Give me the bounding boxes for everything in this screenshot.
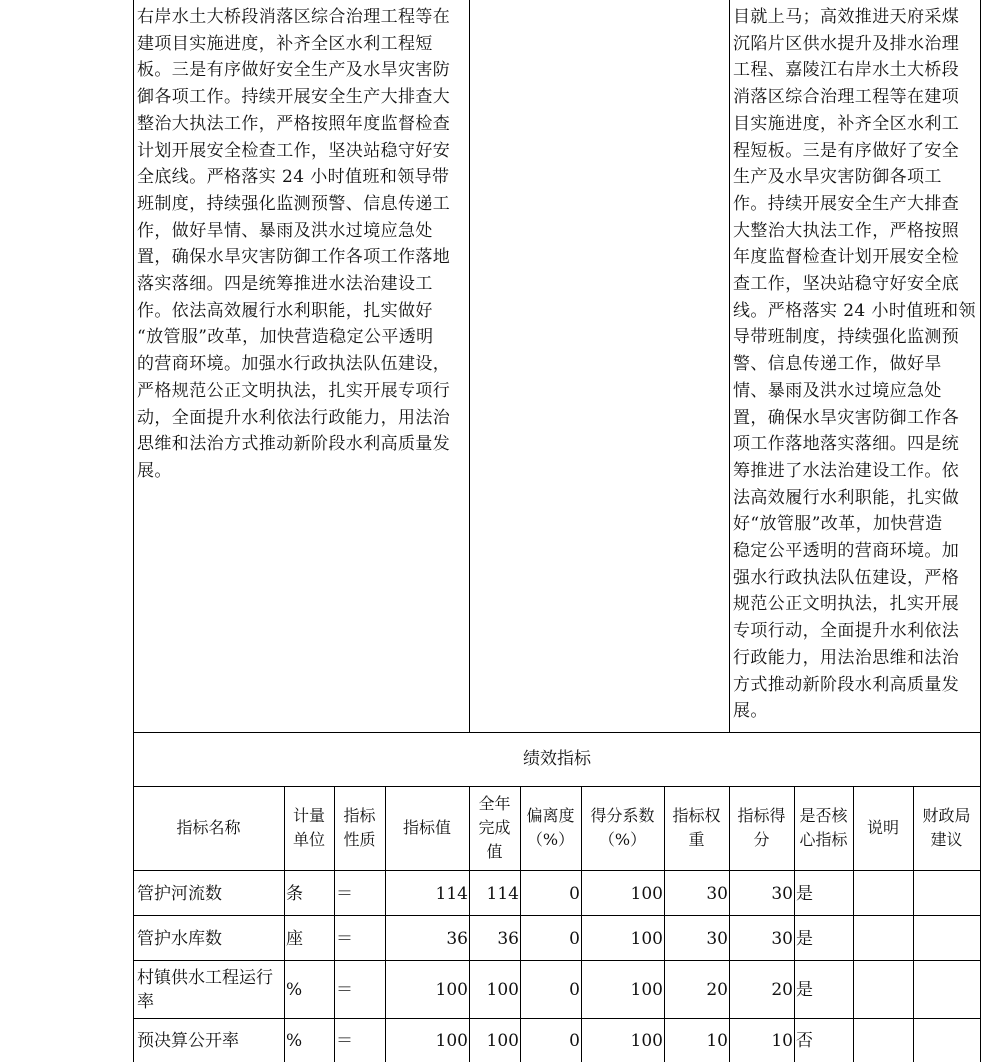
left-line: 动，全面提升水利依法行政能力，用法治 [137, 407, 451, 428]
right-line: 法高效履行水利职能，扎实做 [733, 487, 960, 508]
cell-nature: ＝ [336, 883, 353, 904]
right-line: 沉陷片区供水提升及排水治理 [733, 33, 960, 54]
header-nature-line2: 性质 [343, 830, 376, 849]
indicator-name-line: 预决算公开率 [137, 1031, 239, 1051]
right-line: 年度监督检查计划开展安全检 [733, 247, 960, 268]
left-line: 班制度，持续强化监测预警、信息传递工 [137, 193, 451, 214]
header-coef-line1: 得分系数 [590, 806, 655, 825]
header-actual-line1: 全年 [478, 794, 511, 813]
indicator-name [137, 1029, 283, 1053]
cell-unit: 条 [286, 883, 303, 904]
cell-deviation: 0 [569, 980, 580, 1000]
left-line: 展。 [137, 460, 172, 481]
cell-deviation: 0 [569, 928, 580, 949]
table-border-right [980, 0, 981, 1062]
right-line: 目就上马；高效推进天府采煤 [733, 7, 960, 27]
header-indicator-name: 指标名称 [176, 818, 241, 837]
cell-deviation: 0 [569, 1031, 580, 1051]
cell-core: 是 [796, 883, 813, 904]
section-title: 绩效指标 [523, 749, 591, 769]
cell-nature: ＝ [336, 928, 353, 949]
header-score [729, 804, 794, 852]
table-border-left [133, 0, 134, 1062]
left-line: 板。三是有序做好安全生产及水旱灾害防 [137, 60, 451, 81]
left-line: 右岸水土大桥段消落区综合治理工程等在 [137, 7, 451, 27]
header-score-line2: 分 [753, 830, 770, 849]
cell-score: 30 [771, 883, 793, 904]
upper-left-text [137, 4, 450, 485]
left-line: 建项目实施进度，补齐全区水利工程短 [137, 33, 433, 54]
indicator-name-line: 率 [137, 992, 154, 1012]
right-line: 警、信息传递工作，做好旱 [733, 354, 942, 375]
cell-core: 是 [796, 928, 813, 949]
cell-actual: 36 [497, 928, 519, 949]
header-advice-line2: 建议 [930, 830, 963, 849]
cell-coef: 100 [630, 1031, 663, 1051]
right-line: 项工作落地落实落细。四是统 [733, 434, 960, 455]
right-line: 作。持续开展安全生产大排查 [733, 193, 960, 214]
left-line: 整治大执法工作，严格按照年度监督检查 [137, 113, 451, 134]
cell-coef: 100 [630, 980, 663, 1000]
left-line: 全底线。严格落实 24 小时值班和领导带 [137, 167, 450, 188]
right-line: 稳定公平透明的营商环境。加 [733, 541, 960, 562]
header-coef-line2: （%） [598, 830, 647, 849]
cell-coef: 100 [630, 883, 663, 904]
right-line: 生产及水旱灾害防御各项工 [733, 167, 942, 188]
right-line: 线。严格落实 24 小时值班和领 [733, 300, 976, 321]
header-target: 指标值 [402, 818, 451, 837]
right-line: 消落区综合治理工程等在建项 [733, 87, 960, 108]
right-line: 工程、嘉陵江右岸水土大桥段 [733, 60, 960, 81]
indicator-name [137, 966, 283, 1014]
cell-deviation: 0 [569, 883, 580, 904]
header-deviation-line2: （%） [526, 830, 575, 849]
header-deviation-line1: 偏离度 [526, 806, 575, 825]
right-line: 情、暴雨及洪水过境应急处 [733, 380, 942, 401]
left-line: 作，做好旱情、暴雨及洪水过境应急处 [137, 220, 433, 241]
cell-unit: % [286, 980, 303, 1000]
cell-nature: ＝ [336, 1031, 353, 1051]
right-line: 置，确保水旱灾害防御工作各 [733, 407, 960, 428]
cell-weight: 20 [706, 980, 728, 1000]
header-weight-line2: 重 [688, 830, 705, 849]
header-weight [664, 804, 729, 852]
right-line: 强水行政执法队伍建设，严格 [733, 567, 960, 588]
right-line: 导带班制度，持续强化监测预 [733, 327, 960, 348]
right-line: 行政能力，用法治思维和法治 [733, 647, 960, 668]
header-core [794, 804, 853, 852]
right-line: 查工作，坚决站稳守好安全底 [733, 274, 960, 295]
cell-target: 36 [446, 928, 468, 949]
indicator-name-line: 管护水库数 [137, 928, 222, 949]
right-line: 目实施进度，补齐全区水利工 [733, 113, 960, 134]
cell-score: 20 [771, 980, 793, 1000]
upper-row-bottom [133, 732, 981, 733]
upper-middle-cell [470, 0, 729, 732]
left-line: 作。依法高效履行水利职能，扎实做好 [137, 300, 433, 321]
cell-weight: 30 [706, 928, 728, 949]
right-line: 程短板。三是有序做好了安全 [733, 140, 960, 161]
cell-core: 否 [796, 1031, 813, 1051]
header-actual [469, 792, 520, 864]
header-deviation [520, 804, 581, 852]
header-coef [581, 804, 664, 852]
cell-unit: 座 [286, 928, 303, 949]
left-line: 落实落细。四是统筹推进水法治建设工 [137, 274, 433, 295]
cell-core: 是 [796, 980, 813, 1000]
header-advice [913, 804, 980, 852]
cell-target: 114 [435, 883, 468, 904]
cell-target: 100 [435, 980, 468, 1000]
left-line: 计划开展安全检查工作，坚决站稳守好安 [137, 140, 451, 161]
left-line: 严格规范公正文明执法，扎实开展专项行 [137, 380, 451, 401]
right-line: 展。 [733, 701, 768, 722]
left-line: 思维和法治方式推动新阶段水利高质量发 [137, 434, 451, 455]
left-line: “放管服”改革，加快营造稳定公平透明 [137, 327, 434, 348]
right-line: 大整治大执法工作，严格按照 [733, 220, 960, 241]
header-nature [334, 804, 385, 852]
cell-weight: 30 [706, 883, 728, 904]
left-line: 御各项工作。持续开展安全生产大排查大 [137, 87, 451, 108]
right-line: 筹推进了水法治建设工作。依 [733, 460, 960, 481]
cell-actual: 100 [486, 1031, 519, 1051]
header-unit-line2: 单位 [292, 830, 325, 849]
cell-score: 30 [771, 928, 793, 949]
right-line: 规范公正文明执法，扎实开展 [733, 594, 960, 615]
upper-col-divider-2 [729, 0, 730, 732]
indicator-name-line: 村镇供水工程运行 [137, 968, 273, 988]
cell-weight: 10 [706, 1031, 728, 1051]
cell-target: 100 [435, 1031, 468, 1051]
right-line: 方式推动新阶段水利高质量发 [733, 674, 960, 695]
header-weight-line1: 指标权 [672, 806, 721, 825]
upper-right-text [733, 4, 976, 725]
header-unit-line1: 计量 [292, 806, 325, 825]
header-unit [284, 804, 334, 852]
cell-actual: 100 [486, 980, 519, 1000]
cell-score: 10 [771, 1031, 793, 1051]
cell-unit: % [286, 1031, 303, 1051]
header-note: 说明 [866, 818, 899, 837]
right-line: 专项行动，全面提升水利依法 [733, 621, 960, 642]
indicator-name [137, 927, 283, 951]
header-core-line1: 是否核 [799, 806, 848, 825]
cell-coef: 100 [630, 928, 663, 949]
cell-nature: ＝ [336, 980, 353, 1000]
header-nature-line1: 指标 [343, 806, 376, 825]
right-line: 好“放管服”改革，加快营造 [733, 514, 943, 535]
header-actual-line3: 值 [486, 842, 503, 861]
cell-actual: 114 [486, 883, 519, 904]
header-core-line2: 心指标 [799, 830, 848, 849]
left-line: 置，确保水旱灾害防御工作各项工作落地 [137, 247, 451, 268]
header-actual-line2: 完成 [478, 818, 511, 837]
indicator-name [137, 882, 283, 906]
header-score-line1: 指标得 [737, 806, 786, 825]
header-advice-line1: 财政局 [922, 806, 971, 825]
left-line: 的营商环境。加强水行政执法队伍建设， [137, 354, 451, 375]
indicator-name-line: 管护河流数 [137, 883, 222, 904]
